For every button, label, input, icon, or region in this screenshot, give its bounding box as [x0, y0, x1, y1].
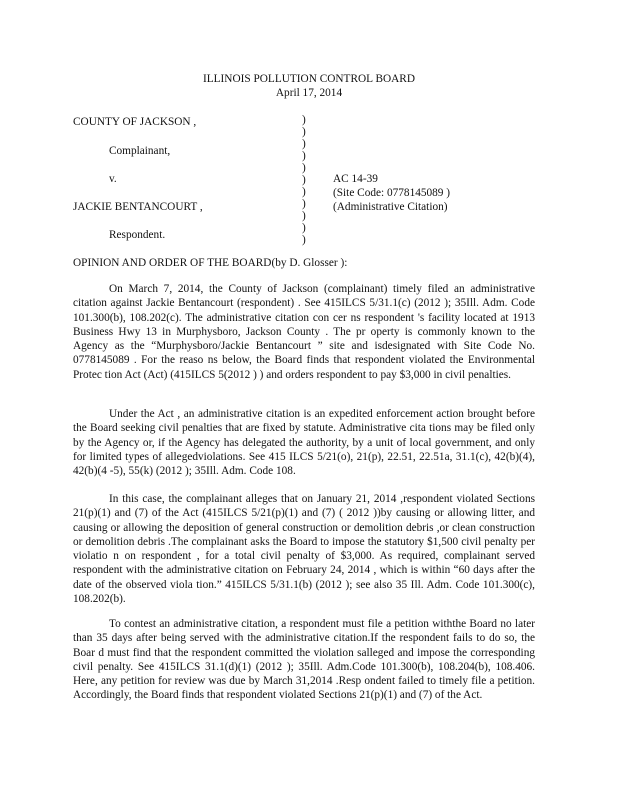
caption-paren: ) [302, 198, 306, 210]
case-type: (Administrative Citation) [333, 201, 448, 213]
opinion-heading: OPINION AND ORDER OF THE BOARD(by D. Glosser ): [73, 257, 348, 269]
caption-paren: ) [302, 114, 306, 126]
paragraph-1 [73, 282, 535, 382]
versus-label: v. [109, 173, 117, 185]
case-number: AC 14-39 [333, 173, 378, 185]
caption-paren-column [302, 114, 306, 246]
paragraph-text: Under the Act , an administrative citation is an expedited enforcement action brought before the Board seeking civil penalties that are fixed by statute. Administrative cita tions may be filed only by the Agency or, if the Agency has delegated the authority, by a unit of local government, and only for limited types of allegedviolations. See 415 ILCS 5/21(o), 21(p), 22.51, 22.51a, 31.1(c), 42(b)(4), 42(b)(4 -5), 55(k) (2012 ); 35Ill. Adm. Code 108. [73, 408, 535, 478]
respondent-name: JACKIE BENTANCOURT , [73, 201, 203, 213]
document-title: ILLINOIS POLLUTION CONTROL BOARD [202, 73, 415, 85]
caption-paren: ) [302, 150, 306, 162]
paragraph-text: On March 7, 2014, the County of Jackson (complainant) timely filed an administrative citation against Jackie Bentancourt (respondent) . See 415ILCS 5/31.1(c) (2012 ); 35Ill. Adm. Code 101.300(b), 108.202(c). The administrative citation con cer ns respondent 's facility located at 1913 Business Hwy 13 in Murphysboro, Jackson County . The pr operty is commonly known to the Agency as the “Murphysboro/Jackie Bentancourt ” site and isdesignated with Site Code No. 0778145089 . For the reaso ns below, the Board finds that respondent violated the Environmental Protec tion Act (Act) (415ILCS 5(2012 ) ) and orders respondent to pay $3,000 in civil penalties. [73, 283, 535, 381]
paragraph-text: To contest an administrative citation, a respondent must file a petition withthe Board no later than 35 days after being served with the administrative citation.If the respondent fails to do so, the Boar d must find that the respondent committed the violation salleged and impose the corresponding civil penalty. See 415ILCS 31.1(d)(1) (2012 ); 35Ill. Adm.Code 101.300(b), 108.204(b), 108.406. Here, any petition for review was due by March 31,2014 .Resp ondent failed to timely file a petition. Accordingly, the Board finds that respondent violated Sections 21(p)(1) and (7) of the Act. [73, 618, 535, 702]
caption-paren: ) [302, 222, 306, 234]
document-date: April 17, 2014 [275, 87, 343, 99]
paragraph-4 [73, 617, 535, 703]
caption-paren: ) [302, 162, 306, 174]
complainant-label: Complainant, [109, 145, 171, 157]
site-code: (Site Code: 0778145089 ) [333, 187, 451, 199]
caption-paren: ) [302, 234, 306, 246]
caption-paren: ) [302, 174, 306, 186]
caption-paren: ) [302, 186, 306, 198]
paragraph-3 [73, 492, 535, 606]
caption-paren: ) [302, 210, 306, 222]
complainant-name: COUNTY OF JACKSON , [73, 116, 197, 128]
paragraph-2 [73, 407, 535, 478]
caption-paren: ) [302, 138, 306, 150]
paragraph-text: In this case, the complainant alleges that on January 21, 2014 ,respondent violated Sections 21(p)(1) and (7) of the Act (415ILCS 5/21(p)(1) and (7) ( 2012 ))by causing or allowing litter, and causing or allowing the deposition of general construction or demolition debris ,or clean construction or demolition debris .The complainant asks the Board to impose the statutory $1,500 civil penalty per violatio n on respondent , for a total civil penalty of $3,000. As required, complainant served respondent with the administrative citation on February 24, 2014 , which is within “60 days after the date of the observed viola tion.” 415ILCS 5/31.1(b) (2012 ); see also 35 Ill. Adm. Code 101.300(c), 108.202(b). [73, 493, 535, 606]
caption-paren: ) [302, 126, 306, 138]
respondent-label: Respondent. [109, 229, 166, 241]
